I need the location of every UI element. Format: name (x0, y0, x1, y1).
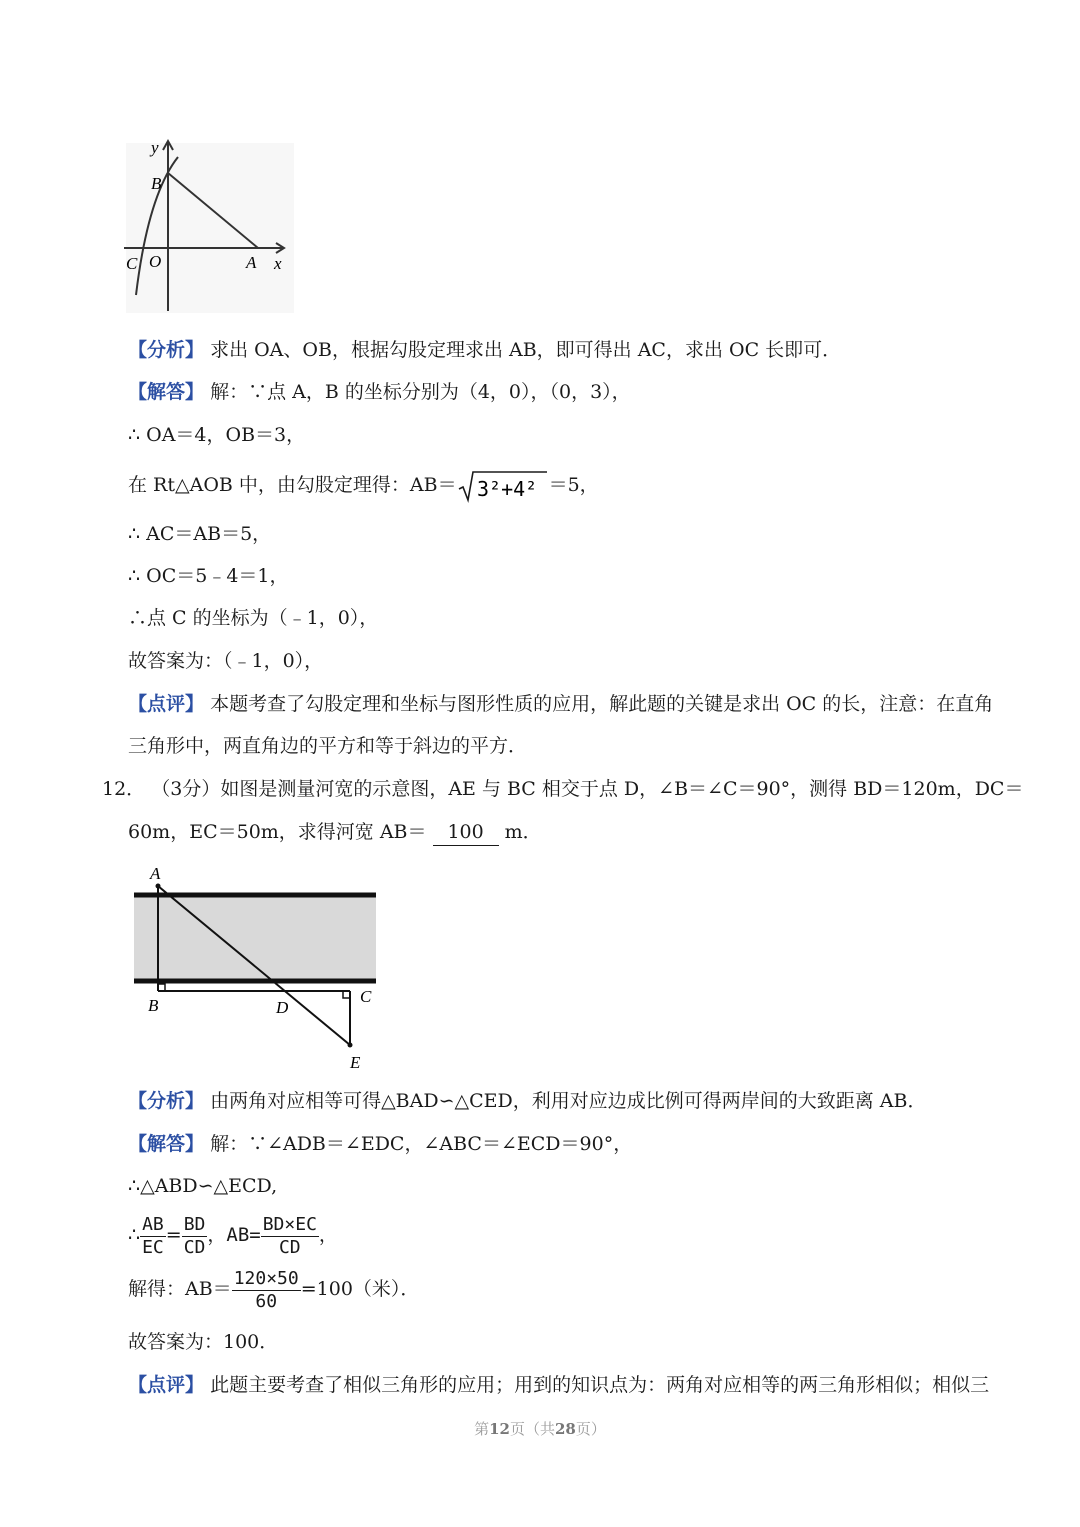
q12-stem-prefix: 60m，EC＝50m，求得河宽 AB＝ (128, 821, 427, 843)
q11-solution-line-4: ∴ AC＝AB＝5， (128, 523, 272, 545)
comment-text: 此题主要考查了相似三角形的应用；用到的知识点为：两角对应相等的两三角形相似；相似三 (210, 1374, 990, 1396)
fraction-BDxEC-CD (261, 1214, 319, 1259)
comment-tag: 【点评】 (128, 693, 205, 715)
solve-suffix: =100（米）． (300, 1278, 420, 1300)
figure-river-measurement (128, 862, 388, 1077)
q12-stem-text: （3分）如图是测量河宽的示意图，AE 与 BC 相交于点 D，∠B＝∠C＝90°，测得 BD＝120m，DC＝ (151, 778, 1024, 800)
frac3-denominator: CD (278, 1236, 301, 1258)
q11-solution-line-2: ∴ OA＝4，OB＝3， (128, 424, 306, 446)
separator: ，AB= (207, 1224, 261, 1246)
comment-tag: 【点评】 (128, 1374, 205, 1396)
line3-prefix: 在 Rt△AOB 中，由勾股定理得：AB＝ (128, 474, 457, 496)
comment-text-1: 本题考查了勾股定理和坐标与图形性质的应用，解此题的关键是求出 OC 的长，注意：在直角 (210, 693, 994, 715)
label-x: x (274, 254, 282, 273)
q11-solution-line-5: ∴ OC＝5﹣4＝1， (128, 565, 289, 587)
fraction-120x50-60 (232, 1268, 301, 1313)
label-C: C (360, 987, 372, 1006)
frac2-numerator: BD (183, 1213, 206, 1235)
solution-text: 解：∵∠ADB＝∠EDC，∠ABC＝∠ECD＝90°， (210, 1133, 633, 1155)
q11-comment-line-2: 三角形中，两直角边的平方和等于斜边的平方． (128, 735, 528, 757)
figure-coordinate-sketch (118, 135, 298, 315)
q11-solution-line-6: ∴点 C 的坐标为（﹣1，0）， (128, 607, 379, 629)
frac1-numerator: AB (142, 1213, 164, 1235)
label-A: A (150, 864, 161, 883)
frac2-denominator: CD (183, 1236, 206, 1258)
label-O: O (149, 252, 162, 271)
analysis-tag: 【分析】 (128, 1090, 205, 1112)
label-E: E (350, 1053, 361, 1072)
equals-sign: = (165, 1224, 182, 1246)
page-footer (0, 1418, 1080, 1439)
q11-solution-line-7: 故答案为：（﹣1，0）， (128, 650, 324, 672)
q12-solution-line-2: ∴△ABD∽△ECD, (128, 1175, 278, 1197)
frac4-denominator: 60 (255, 1290, 278, 1312)
label-B: B (151, 174, 162, 193)
solution-tag: 【解答】 (128, 1133, 205, 1155)
q11-comment-line-1 (128, 691, 993, 717)
q11-solution-line-1 (128, 379, 631, 405)
right-angle-C-icon (343, 991, 350, 998)
right-angle-B-icon (158, 984, 165, 991)
q12-number: 12． (102, 778, 146, 800)
q12-stem-line-1 (102, 776, 1023, 802)
river-band (134, 895, 376, 981)
tail-comma: ， (318, 1224, 338, 1246)
q12-proportion-line (128, 1210, 338, 1260)
solve-prefix: 解得：AB＝ (128, 1278, 232, 1300)
q12-comment (128, 1372, 989, 1398)
sqrt-expression (457, 469, 549, 503)
analysis-text: 求出 OA、OB，根据勾股定理求出 AB，即可得出 AC，求出 OC 长即可． (210, 339, 842, 361)
footer-page-number: 12 (489, 1420, 510, 1438)
line3-suffix: ＝5， (548, 474, 599, 496)
label-y: y (151, 138, 159, 157)
solution-tag: 【解答】 (128, 381, 205, 403)
q12-answer-blank: 100 (433, 819, 499, 846)
footer-suffix: 页） (575, 1420, 606, 1438)
frac3-numerator: BD×EC (262, 1213, 317, 1235)
fraction-AB-EC (140, 1214, 166, 1259)
q12-stem-suffix: m． (504, 821, 542, 843)
therefore-symbol: ∴ (128, 1224, 141, 1246)
frac1-denominator: EC (142, 1236, 164, 1258)
q11-solution-line-3 (128, 469, 599, 503)
analysis-text: 由两角对应相等可得△BAD∽△CED，利用对应边成比例可得两岸间的大致距离 AB． (210, 1090, 927, 1112)
q12-result-line (128, 1264, 419, 1314)
label-B: B (148, 996, 159, 1015)
fraction-BD-CD (182, 1214, 208, 1259)
footer-prefix: 第 (474, 1420, 490, 1438)
q12-analysis (128, 1088, 927, 1114)
q12-answer-line: 故答案为：100． (128, 1331, 279, 1353)
sqrt-content: 3²+4² (476, 477, 537, 501)
analysis-tag: 【分析】 (128, 339, 205, 361)
q12-stem-line-2 (128, 819, 542, 846)
frac4-numerator: 120×50 (233, 1267, 299, 1289)
label-C: C (126, 254, 138, 273)
label-D: D (276, 998, 289, 1017)
q12-solution-line-1 (128, 1131, 632, 1157)
q11-analysis (128, 337, 841, 363)
solution-text: 解：∵点 A，B 的坐标分别为（4，0），（0，3）， (210, 381, 631, 403)
footer-total-pages: 28 (555, 1420, 576, 1438)
footer-middle: 页（共 (509, 1420, 555, 1438)
label-A: A (246, 253, 257, 272)
